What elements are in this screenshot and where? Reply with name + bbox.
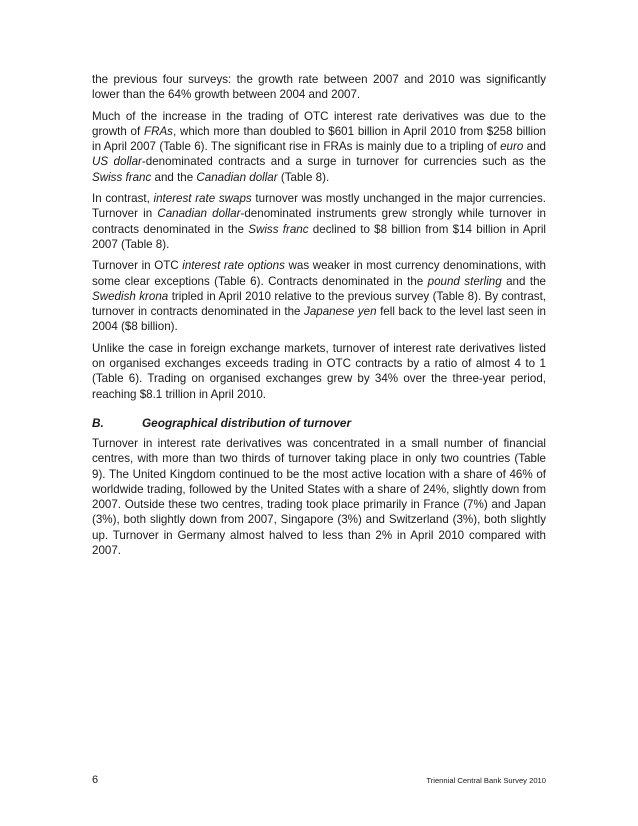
- italic-term: interest rate options: [182, 259, 285, 273]
- italic-term: Japanese yen: [304, 305, 377, 319]
- text-run: declined to $8 billion from $14 billion in April 2007 (Table 8).: [92, 222, 546, 251]
- text-run: was weaker in most currency denominations, with some clear exceptions (Table 6). Contracts denominated in the: [92, 259, 546, 288]
- text-run: , which more than doubled to $601 billion in April 2010 from $258 billion in April 2007 (Table 6). The significant rise in FRAs is mainly due to a tripling of: [92, 124, 546, 154]
- text-run: Unlike the case in foreign exchange markets, turnover of interest rate derivatives listed on organised exchanges exceeds trading in OTC contracts by a ratio of almost 4 to 1 (Table 6). Trading on organised exchanges grew by 34% over the three-year period, reaching $8.1 trillion in April 2010.: [92, 341, 546, 401]
- text-run: tripled in April 2010 relative to the previous survey (Table 8). By contrast, turnover in contracts denominated in the: [92, 289, 547, 319]
- document-page: [92, 72, 546, 564]
- paragraph: [92, 341, 546, 402]
- section-number: B.: [92, 415, 104, 430]
- text-run: turnover was mostly unchanged in the major currencies. Turnover in: [92, 192, 546, 221]
- section-title: Geographical distribution of turnover: [142, 415, 352, 430]
- paragraph: [92, 72, 546, 103]
- italic-term: euro: [500, 140, 524, 154]
- text-run: -denominated instruments grew strongly while turnover in contracts denominated in the: [92, 207, 546, 236]
- section-heading: [92, 416, 546, 431]
- paragraph: [92, 191, 546, 252]
- italic-term: Swiss franc: [248, 222, 309, 236]
- italic-term: FRAs: [143, 124, 173, 138]
- italic-term: US dollar: [92, 155, 142, 169]
- text-run: and the: [501, 274, 546, 288]
- text-run: Turnover in OTC: [92, 259, 183, 273]
- text-run: fell back to the level last seen in 2004 ($8 billion).: [92, 305, 546, 334]
- paragraph: [92, 258, 546, 334]
- section-paragraph: Turnover in interest rate derivatives was concentrated in a small number of financial centres, with more than two thirds of turnover taking place in only two countries (Table 9). The United Kingdom continued to be the most active location with a share of 46% of worldwide trading, followed by the United States with a share of 24%, slightly down from 2007. Outside these two centres, trading took place primarily in France (7%) and Japan (3%), both slightly down from 2007, Singapore (3%) and Switzerland (3%), both slightly up. Turnover in Germany almost halved to less than 2% in April 2010 compared with 2007.: [92, 436, 546, 558]
- italic-term: pound sterling: [427, 274, 502, 288]
- italic-term: Swiss franc: [92, 170, 152, 184]
- paragraph: [92, 109, 546, 185]
- italic-term: Swedish krona: [92, 289, 169, 303]
- italic-term: Canadian dollar: [196, 170, 278, 184]
- text-run: and: [523, 140, 546, 154]
- text-run: Much of the increase in the trading of OTC interest rate derivatives was due to the growth of: [92, 109, 546, 138]
- footer-title: Triennial Central Bank Survey 2010: [426, 776, 546, 785]
- body-text: [92, 72, 546, 402]
- italic-term: Canadian dollar: [157, 207, 241, 221]
- italic-term: interest rate swaps: [153, 192, 252, 206]
- text-run: and the: [151, 170, 197, 184]
- text-run: -denominated contracts and a surge in turnover for currencies such as the: [141, 155, 547, 169]
- page-number: 6: [92, 774, 99, 786]
- text-run: the previous four surveys: the growth rate between 2007 and 2010 was significantly lower than the 64% growth between 2004 and 2007.: [92, 73, 546, 102]
- text-run: In contrast,: [92, 192, 154, 206]
- text-run: (Table 8).: [277, 170, 330, 184]
- page-footer: [92, 774, 546, 786]
